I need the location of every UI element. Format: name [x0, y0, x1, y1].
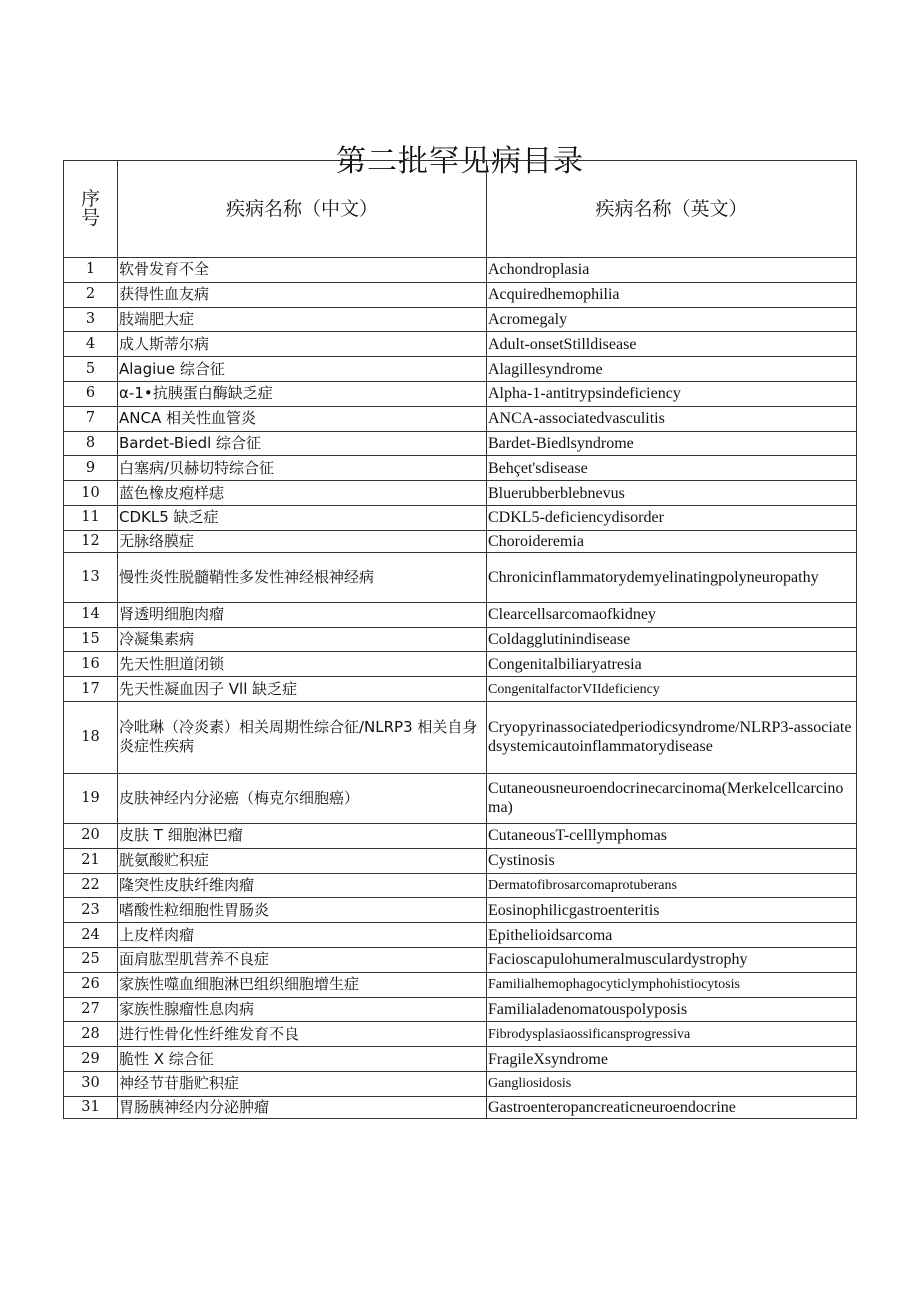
table-row — [64, 873, 857, 898]
table-row — [64, 997, 857, 1022]
row-name-en: FragileXsyndrome — [487, 1047, 857, 1072]
row-name-cn: 皮肤神经内分泌癌（梅克尔细胞癌） — [118, 773, 487, 823]
table-row — [64, 947, 857, 972]
row-seq: 22 — [64, 873, 118, 898]
row-name-en: Bluerubberblebnevus — [487, 481, 857, 506]
table-row — [64, 923, 857, 948]
table-row — [64, 848, 857, 873]
row-name-cn: 嗜酸性粒细胞性胃肠炎 — [118, 898, 487, 923]
row-name-en: Choroideremia — [487, 530, 857, 552]
row-name-en: Facioscapulohumeralmusculardystrophy — [487, 947, 857, 972]
table-row — [64, 652, 857, 677]
row-name-cn: 皮肤 T 细胞淋巴瘤 — [118, 823, 487, 848]
row-name-cn: ANCA 相关性血管炎 — [118, 406, 487, 431]
row-name-cn: 脆性 X 综合征 — [118, 1047, 487, 1072]
row-seq: 6 — [64, 381, 118, 406]
row-seq: 5 — [64, 357, 118, 382]
row-seq: 23 — [64, 898, 118, 923]
table-row — [64, 530, 857, 552]
table-row — [64, 602, 857, 627]
row-seq: 7 — [64, 406, 118, 431]
row-seq: 17 — [64, 677, 118, 702]
table-row — [64, 406, 857, 431]
header-seq — [64, 161, 118, 258]
row-seq: 13 — [64, 552, 118, 602]
row-name-cn: 家族性噬血细胞淋巴组织细胞增生症 — [118, 972, 487, 997]
row-name-cn: CDKL5 缺乏症 — [118, 505, 487, 530]
table-row — [64, 381, 857, 406]
row-name-cn: 胃肠胰神经内分泌肿瘤 — [118, 1096, 487, 1118]
row-name-cn: 慢性炎性脱髓鞘性多发性神经根神经病 — [118, 552, 487, 602]
table-row — [64, 258, 857, 283]
row-name-cn: α-1•抗胰蛋白酶缺乏症 — [118, 381, 487, 406]
row-name-en: Chronicinflammatorydemyelinatingpolyneuropathy — [487, 552, 857, 602]
row-name-cn: 获得性血友病 — [118, 282, 487, 307]
table-header-row — [64, 161, 857, 258]
table-row — [64, 972, 857, 997]
row-seq: 4 — [64, 332, 118, 357]
row-seq: 18 — [64, 701, 118, 773]
row-seq: 26 — [64, 972, 118, 997]
table-row — [64, 773, 857, 823]
row-seq: 9 — [64, 456, 118, 481]
row-name-en: Cutaneousneuroendocrinecarcinoma(Merkelcellcarcinoma) — [487, 773, 857, 823]
row-name-cn: 先天性胆道闭锁 — [118, 652, 487, 677]
table-row — [64, 627, 857, 652]
row-name-cn: 肢端肥大症 — [118, 307, 487, 332]
row-name-cn: Bardet-Biedl 综合征 — [118, 431, 487, 456]
row-name-en: Alagillesyndrome — [487, 357, 857, 382]
row-name-en: Bardet-Biedlsyndrome — [487, 431, 857, 456]
row-name-cn: 软骨发育不全 — [118, 258, 487, 283]
header-cn: 疾病名称（中文） — [118, 161, 487, 258]
table-row — [64, 1071, 857, 1096]
table-row — [64, 1022, 857, 1047]
row-seq: 19 — [64, 773, 118, 823]
row-seq: 8 — [64, 431, 118, 456]
row-name-en: Fibrodysplasiaossificansprogressiva — [487, 1022, 857, 1047]
row-name-en: Alpha-1-antitrypsindeficiency — [487, 381, 857, 406]
row-name-en: Cryopyrinassociatedperiodicsyndrome/NLRP3-associatedsystemicautoinflammatorydisease — [487, 701, 857, 773]
row-seq: 10 — [64, 481, 118, 506]
row-name-cn: 面肩肱型肌营养不良症 — [118, 947, 487, 972]
row-name-en: Dermatofibrosarcomaprotuberans — [487, 873, 857, 898]
row-name-en: Eosinophilicgastroenteritis — [487, 898, 857, 923]
row-name-cn: 蓝色橡皮疱样痣 — [118, 481, 487, 506]
table-row — [64, 552, 857, 602]
row-name-en: Achondroplasia — [487, 258, 857, 283]
row-name-en: Epithelioidsarcoma — [487, 923, 857, 948]
row-name-cn: 无脉络膜症 — [118, 530, 487, 552]
row-seq: 21 — [64, 848, 118, 873]
row-seq: 16 — [64, 652, 118, 677]
row-name-cn: 冷凝集素病 — [118, 627, 487, 652]
row-name-cn: 先天性凝血因子 Vll 缺乏症 — [118, 677, 487, 702]
header-en: 疾病名称（英文） — [487, 161, 857, 258]
row-name-en: Behçet'sdisease — [487, 456, 857, 481]
row-name-cn: 胱氨酸贮积症 — [118, 848, 487, 873]
row-name-en: CDKL5-deficiencydisorder — [487, 505, 857, 530]
header-seq-bottom: 号 — [80, 207, 100, 229]
row-name-en: ANCA-associatedvasculitis — [487, 406, 857, 431]
row-seq: 15 — [64, 627, 118, 652]
table-row — [64, 357, 857, 382]
row-seq: 12 — [64, 530, 118, 552]
row-name-cn: 冷吡琳（冷炎素）相关周期性综合征/NLRP3 相关自身炎症性疾病 — [118, 701, 487, 773]
row-name-cn: 进行性骨化性纤维发育不良 — [118, 1022, 487, 1047]
row-seq: 2 — [64, 282, 118, 307]
table-row — [64, 282, 857, 307]
row-seq: 1 — [64, 258, 118, 283]
row-seq: 28 — [64, 1022, 118, 1047]
row-name-cn: 上皮样肉瘤 — [118, 923, 487, 948]
row-seq: 3 — [64, 307, 118, 332]
row-name-en: Coldagglutinindisease — [487, 627, 857, 652]
table-row — [64, 431, 857, 456]
row-seq: 29 — [64, 1047, 118, 1072]
table-row — [64, 1096, 857, 1118]
table-row — [64, 332, 857, 357]
page-title: 第二批罕见病目录 — [336, 144, 584, 180]
table-row — [64, 1047, 857, 1072]
row-name-en: Familialhemophagocyticlymphohistiocytosis — [487, 972, 857, 997]
row-seq: 24 — [64, 923, 118, 948]
header-seq-top: 序 — [80, 188, 100, 210]
row-name-en: Acquiredhemophilia — [487, 282, 857, 307]
row-name-cn: 神经节苷脂贮积症 — [118, 1071, 487, 1096]
row-name-en: CongenitalfactorVIIdeficiency — [487, 677, 857, 702]
table-row — [64, 677, 857, 702]
row-name-cn: 白塞病/贝赫切特综合征 — [118, 456, 487, 481]
row-name-cn: 成人斯蒂尔病 — [118, 332, 487, 357]
row-name-en: Clearcellsarcomaofkidney — [487, 602, 857, 627]
row-name-cn: 家族性腺瘤性息肉病 — [118, 997, 487, 1022]
row-name-cn: 肾透明细胞肉瘤 — [118, 602, 487, 627]
row-name-en: Acromegaly — [487, 307, 857, 332]
row-seq: 30 — [64, 1071, 118, 1096]
row-name-en: Cystinosis — [487, 848, 857, 873]
row-seq: 27 — [64, 997, 118, 1022]
row-name-cn: 隆突性皮肤纤维肉瘤 — [118, 873, 487, 898]
table-row — [64, 505, 857, 530]
row-name-en: Gastroenteropancreaticneuroendocrine — [487, 1096, 857, 1118]
row-seq: 31 — [64, 1096, 118, 1118]
row-seq: 11 — [64, 505, 118, 530]
row-seq: 20 — [64, 823, 118, 848]
row-name-en: Congenitalbiliaryatresia — [487, 652, 857, 677]
table-row — [64, 701, 857, 773]
rare-disease-table — [63, 160, 857, 1119]
row-seq: 25 — [64, 947, 118, 972]
row-seq: 14 — [64, 602, 118, 627]
table-row — [64, 307, 857, 332]
table-row — [64, 456, 857, 481]
table-row — [64, 481, 857, 506]
row-name-en: CutaneousT-celllymphomas — [487, 823, 857, 848]
row-name-en: Familialadenomatouspolyposis — [487, 997, 857, 1022]
table-row — [64, 823, 857, 848]
row-name-en: Adult-onsetStilldisease — [487, 332, 857, 357]
table-row — [64, 898, 857, 923]
row-name-cn: Alagiue 综合征 — [118, 357, 487, 382]
row-name-en: Gangliosidosis — [487, 1071, 857, 1096]
